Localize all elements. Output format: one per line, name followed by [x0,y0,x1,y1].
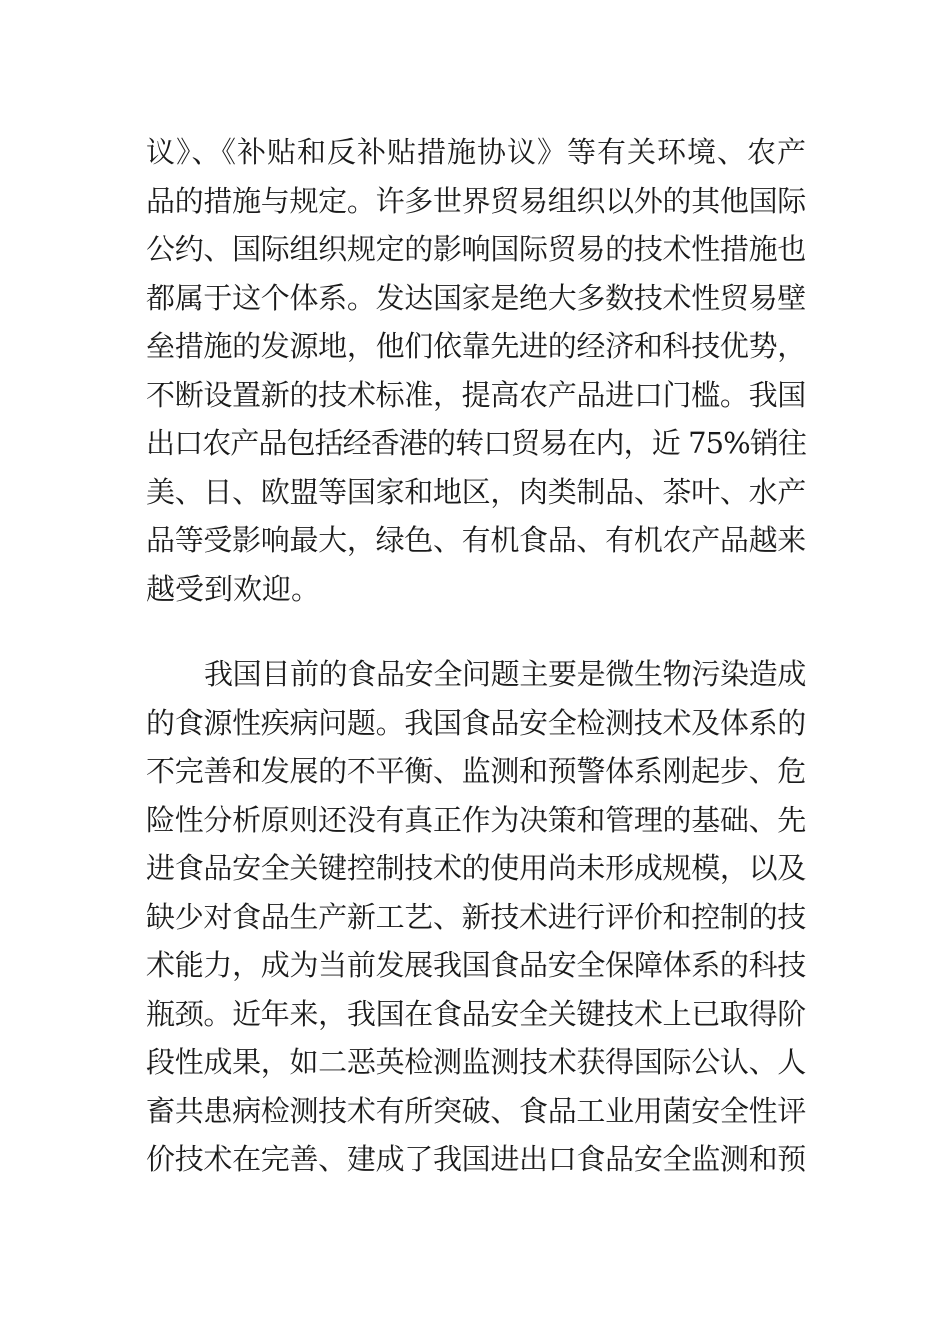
paragraph-line: 越受到欢迎。 [146,571,321,606]
paragraph-line: 美、日、欧盟等国家和地区，肉类制品、茶叶、水产 [146,474,807,509]
paragraph-line: 公约、国际组织规定的影响国际贸易的技术性措施也 [146,232,807,266]
paragraph-line: 的食源性疾病问题。我国食品安全检测技术及体系的 [146,705,807,740]
paragraph-line: 议》、《补贴和反补贴措施协议》等有关环境、农产 [146,135,806,169]
paragraph-line: 不完善和发展的不平衡、监测和预警体系刚起步、危 [146,754,807,788]
paragraph-line: 进食品安全关键控制技术的使用尚未形成规模，以及 [146,851,807,885]
paragraph-line: 品的措施与规定。许多世界贸易组织以外的其他国际 [146,183,807,218]
paragraph-line: 我国目前的食品安全问题主要是微生物污染造成 [204,657,807,691]
paragraph-line: 术能力，成为当前发展我国食品安全保障体系的科技 [146,948,807,982]
paragraph-line: 险性分析原则还没有真正作为决策和管理的基础、先 [146,802,807,837]
paragraph-food-safety [146,650,806,1184]
paragraph-line: 出口农产品包括经香港的转口贸易在内，近 75%销往 [146,426,806,460]
paragraph-line: 缺少对食品生产新工艺、新技术进行评价和控制的技 [146,899,807,934]
paragraph-trade-barriers [146,128,806,613]
paragraph-line: 价技术在完善、建成了我国进出口食品安全监测和预 [146,1142,807,1176]
paragraph-line: 都属于这个体系。发达国家是绝大多数技术性贸易壁 [146,280,807,315]
paragraph-line: 不断设置新的技术标准，提高农产品进口门槛。我国 [146,377,807,412]
paragraph-line: 品等受影响最大，绿色、有机食品、有机农产品越来 [146,523,807,557]
paragraph-line: 瓶颈。近年来，我国在食品安全关键技术上已取得阶 [146,996,807,1031]
paragraph-line: 畜共患病检测技术有所突破、食品工业用菌安全性评 [146,1093,807,1128]
paragraph-line: 垒措施的发源地，他们依靠先进的经济和科技优势， [146,329,807,363]
paragraph-line: 段性成果，如二恶英检测监测技术获得国际公认、人 [146,1045,807,1079]
